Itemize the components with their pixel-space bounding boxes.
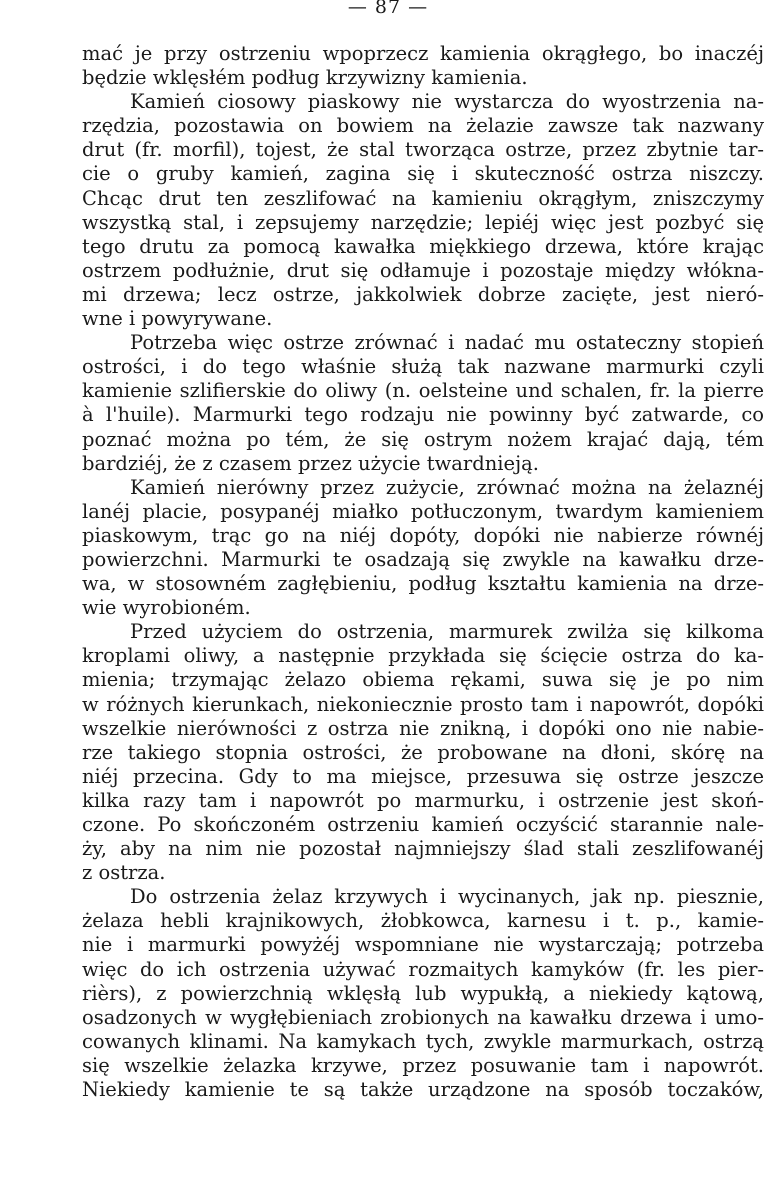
text-line: więc do ich ostrzenia używać rozmaitych kamyków (fr. les pier- [82, 957, 764, 981]
text-line: tego drutu za pomocą kawałka miękkiego drzewa, które krając [82, 234, 764, 258]
text-line: kilka razy tam i napowrót po marmurku, i ostrzenie jest skoń- [82, 788, 764, 812]
text-line: wne i powyrywane. [82, 307, 273, 331]
text-line: kroplami oliwy, a następnie przykłada się ścięcie ostrza do ka- [82, 644, 764, 668]
text-line: à l'huile). Marmurki tego rodzaju nie powinny być zatwarde, co [82, 403, 764, 427]
text-line: powierzchni. Marmurki te osadzają się zwykle na kawałku drze- [82, 547, 764, 571]
text-line: ostrości, i do tego właśnie służą tak nazwane marmurki czyli [82, 355, 764, 379]
text-line: rièrs), z powierzchnią wklęsłą lub wypukłą, a niekiedy kątową, [82, 981, 764, 1005]
text-line: będzie wklęsłém podług krzywizny kamienia. [82, 66, 528, 90]
page-number: — 87 — [347, 0, 429, 18]
text-line: Przed użyciem do ostrzenia, marmurek zwilża się kilkoma [130, 620, 764, 644]
text-line: niéj przecina. Gdy to ma miejsce, przesuwa się ostrze jeszcze [82, 764, 764, 788]
text-line: cie o gruby kamień, zagina się i skuteczność ostrza niszczy. [82, 162, 764, 186]
text-line: poznać można po tém, że się ostrym nożem krajać dają, tém [82, 427, 764, 451]
text-line: mienia; trzymając żelazo obiema rękami, suwa się je po nim [82, 668, 764, 692]
text-line: mać je przy ostrzeniu wpoprzecz kamienia okrągłego, bo inaczéj [82, 42, 764, 65]
body-text [82, 42, 764, 1102]
text-line: Niekiedy kamienie te są także urządzone na sposób toczaków, [82, 1078, 764, 1102]
text-line: Kamień nierówny przez zużycie, zrównać można na żelaznéj [130, 475, 764, 499]
text-line: Kamień ciosowy piaskowy nie wystarcza do wyostrzenia na- [130, 90, 764, 114]
text-line: mi drzewa; lecz ostrze, jakkolwiek dobrze zacięte, jest nieró- [82, 282, 764, 306]
text-line: ży, aby na nim nie pozostał najmniejszy ślad stali zeszlifowanéj [82, 837, 764, 861]
text-line: kamienie szlifierskie do oliwy (n. oelsteine und schalen, fr. la pierre [82, 379, 764, 403]
text-line: wszelkie nierówności z ostrza nie znikną, i dopóki ono nie nabie- [82, 716, 764, 740]
text-line: wie wyrobioném. [82, 596, 251, 620]
text-line: czone. Po skończoném ostrzeniu kamień oczyścić starannie nale- [82, 813, 764, 836]
text-line: rzędzia, pozostawia on bowiem na żelazie zawsze tak nazwany [82, 114, 764, 138]
text-line: rze takiego stopnia ostrości, że probowane na dłoni, skórę na [82, 740, 764, 764]
text-line: bardziéj, że z czasem przez użycie twardnieją. [82, 451, 539, 475]
text-line: wszystką stal, i zepsujemy narzędzie; lepiéj więc jest pozbyć się [82, 210, 764, 234]
text-line: Potrzeba więc ostrze zrównać i nadać mu ostateczny stopień [130, 331, 764, 355]
text-line: ostrzem podłużnie, drut się odłamuje i pozostaje między włókna- [82, 258, 764, 282]
text-line: drut (fr. morfil), tojest, że stal tworząca ostrze, przez zbytnie tar- [82, 138, 764, 162]
text-line: wa, w stosowném zagłębieniu, podług kształtu kamienia na drze- [82, 572, 764, 596]
text-line: Chcąc drut ten zeszlifować na kamieniu okrągłym, zniszczymy [82, 186, 764, 210]
text-line: Do ostrzenia żelaz krzywych i wycinanych, jak np. piesznie, [130, 885, 764, 909]
text-line: cowanych klinami. Na kamykach tych, zwykle marmurkach, ostrzą [82, 1029, 764, 1053]
text-line: żelaza hebli krajnikowych, żłobkowca, karnesu i t. p., kamie- [82, 909, 764, 933]
text-line: się wszelkie żelazka krzywe, przez posuwanie tam i napowrót. [82, 1053, 764, 1077]
text-line: lanéj placie, posypanéj miałko potłuczonym, twardym kamieniem [82, 499, 764, 523]
text-line: piaskowym, trąc go na niéj dopóty, dopóki nie nabierze równéj [82, 523, 764, 547]
text-line: z ostrza. [82, 861, 166, 885]
text-line: w różnych kierunkach, niekoniecznie prosto tam i napowrót, dopóki [82, 692, 764, 716]
text-line: nie i marmurki powyżéj wspomniane nie wystarczają; potrzeba [82, 933, 764, 957]
text-line: osadzonych w wygłębieniach zrobionych na kawałku drzewa i umo- [82, 1005, 764, 1029]
